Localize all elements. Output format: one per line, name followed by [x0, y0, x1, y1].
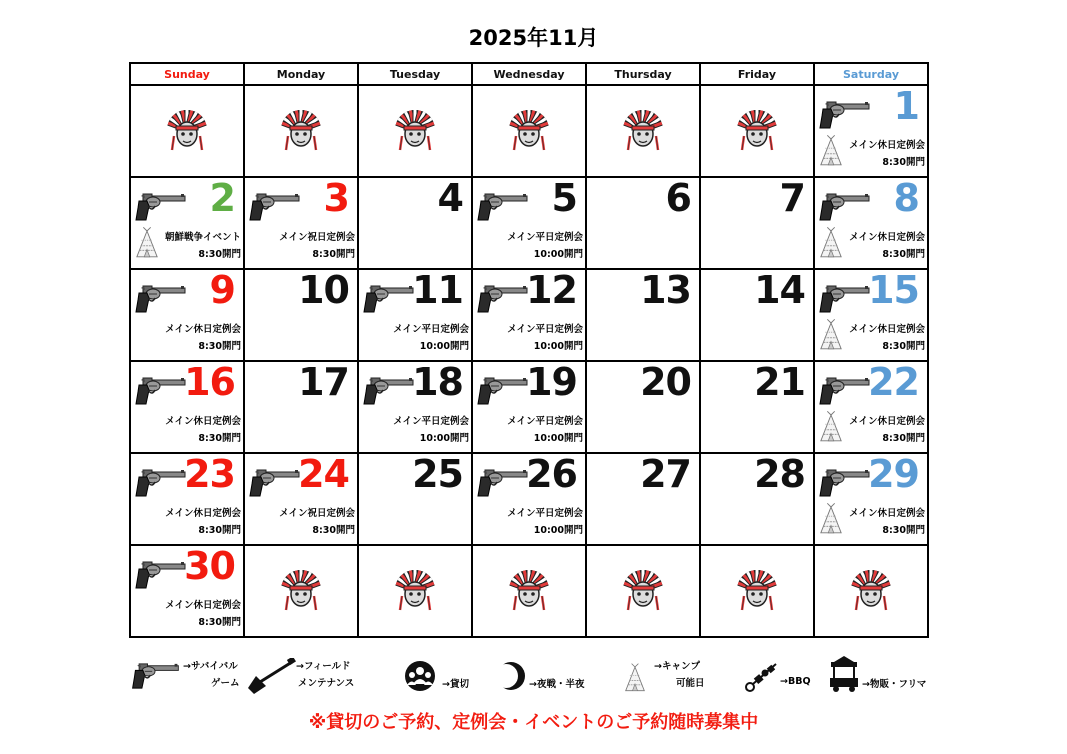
revolver-icon — [133, 468, 187, 498]
revolver-icon — [133, 284, 187, 314]
headdress-icon — [390, 106, 440, 152]
headdress-icon — [504, 566, 554, 612]
day-number: 24 — [298, 452, 349, 496]
gate-open-time: 8:30開門 — [312, 525, 355, 536]
teepee-icon — [819, 134, 843, 168]
day-cell — [472, 177, 586, 269]
legend-field-line2: メンテナンス — [298, 678, 355, 689]
headdress-icon-wrap — [618, 106, 668, 156]
revolver-icon — [817, 376, 871, 406]
gate-open-time: 8:30開門 — [198, 617, 241, 628]
revolver-icon-wrap — [475, 192, 529, 226]
day-number: 7 — [779, 176, 805, 220]
headdress-icon-wrap — [390, 566, 440, 616]
event-name: メイン祝日定例会 — [279, 232, 355, 243]
revolver-icon — [247, 468, 301, 498]
event-name: メイン平日定例会 — [507, 416, 583, 427]
teepee-icon-wrap — [135, 226, 159, 264]
revolver-icon-wrap — [361, 284, 415, 318]
day-cell — [700, 177, 814, 269]
headdress-icon — [846, 566, 896, 612]
gate-open-time: 8:30開門 — [198, 433, 241, 444]
revolver-icon-wrap — [247, 192, 301, 226]
revolver-icon — [475, 468, 529, 498]
teepee-icon — [819, 318, 843, 352]
day-number: 29 — [868, 452, 919, 496]
blank-cell — [358, 85, 472, 177]
teepee-icon-wrap — [819, 502, 843, 540]
teepee-icon — [135, 226, 159, 260]
headdress-icon — [390, 566, 440, 612]
day-cell — [358, 177, 472, 269]
day-number: 26 — [526, 452, 577, 496]
headdress-icon-wrap — [618, 566, 668, 616]
weekday-header-wednesday: Wednesday — [472, 63, 586, 85]
revolver-icon-wrap — [133, 560, 187, 594]
legend-market — [828, 656, 938, 696]
day-number: 4 — [437, 176, 463, 220]
teepee-icon-wrap — [819, 226, 843, 264]
event-name: メイン休日定例会 — [849, 416, 925, 427]
legend-charter — [404, 656, 484, 696]
headdress-icon — [618, 106, 668, 152]
revolver-icon-wrap — [133, 468, 187, 502]
revolver-icon-wrap — [475, 468, 529, 502]
day-number: 17 — [298, 360, 349, 404]
shovel-icon — [246, 658, 296, 694]
revolver-icon — [475, 284, 529, 314]
day-cell — [472, 453, 586, 545]
headdress-icon-wrap — [162, 106, 212, 156]
headdress-icon — [732, 566, 782, 612]
revolver-icon — [817, 284, 871, 314]
day-number: 22 — [868, 360, 919, 404]
legend-camp-line2: 可能日 — [676, 678, 705, 689]
legend-survival-line2: ゲーム — [211, 678, 240, 689]
weekday-header-saturday: Saturday — [814, 63, 928, 85]
day-number: 10 — [298, 268, 349, 312]
revolver-icon-wrap — [475, 284, 529, 318]
blank-cell — [244, 85, 358, 177]
headdress-icon-wrap — [732, 566, 782, 616]
event-name: メイン平日定例会 — [393, 324, 469, 335]
revolver-icon — [817, 468, 871, 498]
gate-open-time: 8:30開門 — [312, 249, 355, 260]
day-number: 5 — [551, 176, 577, 220]
gate-open-time: 8:30開門 — [882, 525, 925, 536]
event-name: 朝鮮戦争イベント — [164, 232, 241, 243]
day-number: 27 — [640, 452, 691, 496]
event-name: メイン休日定例会 — [165, 600, 241, 611]
day-number: 8 — [893, 176, 919, 220]
day-cell — [130, 177, 244, 269]
weekday-header-thursday: Thursday — [586, 63, 700, 85]
day-cell — [130, 545, 244, 637]
day-number: 20 — [640, 360, 691, 404]
revolver-icon — [361, 376, 415, 406]
revolver-icon-wrap — [133, 376, 187, 410]
teepee-icon-wrap — [819, 318, 843, 356]
day-cell — [130, 453, 244, 545]
day-cell — [244, 177, 358, 269]
revolver-icon-wrap — [475, 376, 529, 410]
blank-cell — [472, 545, 586, 637]
day-cell — [130, 361, 244, 453]
day-number: 6 — [665, 176, 691, 220]
revolver-icon-wrap — [817, 100, 871, 134]
revolver-icon — [817, 192, 871, 222]
event-name: メイン休日定例会 — [849, 508, 925, 519]
blank-cell — [358, 545, 472, 637]
teepee-icon-wrap — [819, 134, 843, 172]
day-cell — [700, 269, 814, 361]
gate-open-time: 8:30開門 — [882, 157, 925, 168]
gate-open-time: 10:00開門 — [533, 525, 583, 536]
week-row — [130, 85, 928, 177]
weekday-header-tuesday: Tuesday — [358, 63, 472, 85]
blank-cell — [586, 545, 700, 637]
week-row — [130, 545, 928, 637]
stall-icon — [828, 656, 860, 692]
group-icon — [404, 660, 436, 692]
revolver-icon-wrap — [817, 468, 871, 502]
blank-cell — [130, 85, 244, 177]
day-number: 19 — [526, 360, 577, 404]
gate-open-time: 10:00開門 — [419, 433, 469, 444]
day-cell — [700, 453, 814, 545]
gate-open-time: 8:30開門 — [882, 433, 925, 444]
headdress-icon-wrap — [732, 106, 782, 156]
day-number: 11 — [412, 268, 463, 312]
gate-open-time: 10:00開門 — [533, 341, 583, 352]
day-number: 18 — [412, 360, 463, 404]
revolver-icon — [361, 284, 415, 314]
blank-cell — [244, 545, 358, 637]
legend-night-label: →夜戦・半夜 — [529, 679, 585, 690]
day-number: 1 — [893, 84, 919, 128]
revolver-icon-wrap — [361, 376, 415, 410]
legend-bbq-label: →BBQ — [780, 676, 811, 687]
revolver-icon — [129, 662, 181, 690]
event-name: メイン平日定例会 — [507, 508, 583, 519]
headdress-icon-wrap — [276, 566, 326, 616]
revolver-icon — [475, 376, 529, 406]
page-title: 2025年11月 — [468, 26, 599, 50]
event-name: メイン休日定例会 — [165, 416, 241, 427]
revolver-icon — [247, 192, 301, 222]
day-cell — [358, 269, 472, 361]
skewer-icon — [744, 660, 778, 694]
event-name: メイン休日定例会 — [849, 324, 925, 335]
revolver-icon-wrap — [133, 192, 187, 226]
day-number: 15 — [868, 268, 919, 312]
day-cell — [472, 361, 586, 453]
headdress-icon — [162, 106, 212, 152]
revolver-icon — [817, 100, 871, 130]
day-cell — [244, 269, 358, 361]
weekday-header-sunday: Sunday — [130, 63, 244, 85]
teepee-icon-wrap — [819, 410, 843, 448]
day-number: 2 — [209, 176, 235, 220]
legend-night — [495, 656, 605, 696]
blank-cell — [700, 85, 814, 177]
legend-camp-line1: →キャンプ — [654, 661, 700, 672]
weekday-header-friday: Friday — [700, 63, 814, 85]
event-name: メイン休日定例会 — [849, 140, 925, 151]
day-number: 3 — [323, 176, 349, 220]
day-number: 21 — [754, 360, 805, 404]
headdress-icon-wrap — [276, 106, 326, 156]
day-cell — [244, 453, 358, 545]
headdress-icon — [276, 566, 326, 612]
week-row — [130, 269, 928, 361]
reservation-notice: ※貸切のご予約、定例会・イベントのご予約随時募集中 — [308, 712, 759, 733]
teepee-icon — [819, 410, 843, 444]
day-cell — [814, 269, 928, 361]
teepee-icon — [819, 226, 843, 260]
day-cell — [586, 177, 700, 269]
day-number: 12 — [526, 268, 577, 312]
legend-charter-label: →貸切 — [442, 679, 469, 690]
event-name: メイン休日定例会 — [849, 232, 925, 243]
blank-cell — [700, 545, 814, 637]
day-cell — [358, 453, 472, 545]
day-number: 13 — [640, 268, 691, 312]
headdress-icon — [504, 106, 554, 152]
weekday-header-monday: Monday — [244, 63, 358, 85]
event-name: メイン祝日定例会 — [279, 508, 355, 519]
calendar-grid — [129, 62, 929, 638]
blank-cell — [814, 545, 928, 637]
gate-open-time: 8:30開門 — [198, 525, 241, 536]
gate-open-time: 8:30開門 — [882, 249, 925, 260]
gate-open-time: 8:30開門 — [882, 341, 925, 352]
gate-open-time: 10:00開門 — [419, 341, 469, 352]
legend-survival — [129, 656, 249, 696]
day-number: 23 — [184, 452, 235, 496]
headdress-icon — [276, 106, 326, 152]
day-cell — [130, 269, 244, 361]
revolver-icon — [133, 560, 187, 590]
event-name: メイン休日定例会 — [165, 324, 241, 335]
day-cell — [586, 361, 700, 453]
revolver-icon-wrap — [247, 468, 301, 502]
blank-cell — [586, 85, 700, 177]
day-cell — [814, 85, 928, 177]
event-name: メイン休日定例会 — [165, 508, 241, 519]
week-row — [130, 177, 928, 269]
day-number: 28 — [754, 452, 805, 496]
gate-open-time: 8:30開門 — [198, 341, 241, 352]
revolver-icon-wrap — [817, 284, 871, 318]
day-number: 25 — [412, 452, 463, 496]
legend-field — [246, 656, 376, 696]
week-row — [130, 361, 928, 453]
crescent-moon-icon — [495, 660, 527, 692]
headdress-icon — [732, 106, 782, 152]
legend-survival-line1: →サバイバル — [183, 661, 238, 672]
day-cell — [814, 453, 928, 545]
revolver-icon-wrap — [817, 376, 871, 410]
day-cell — [700, 361, 814, 453]
day-cell — [472, 269, 586, 361]
headdress-icon-wrap — [504, 566, 554, 616]
day-cell — [586, 269, 700, 361]
event-name: メイン平日定例会 — [507, 324, 583, 335]
day-cell — [586, 453, 700, 545]
event-name: メイン平日定例会 — [507, 232, 583, 243]
week-row — [130, 453, 928, 545]
day-cell — [814, 177, 928, 269]
event-name: メイン平日定例会 — [393, 416, 469, 427]
revolver-icon — [133, 376, 187, 406]
legend-field-line1: →フィールド — [296, 661, 351, 672]
blank-cell — [472, 85, 586, 177]
revolver-icon — [133, 192, 187, 222]
legend-market-label: →物販・フリマ — [862, 679, 927, 690]
gate-open-time: 10:00開門 — [533, 249, 583, 260]
legend-bbq — [744, 656, 824, 696]
day-cell — [358, 361, 472, 453]
headdress-icon-wrap — [504, 106, 554, 156]
revolver-icon — [475, 192, 529, 222]
day-number: 30 — [184, 544, 235, 588]
revolver-icon-wrap — [133, 284, 187, 318]
headdress-icon — [618, 566, 668, 612]
day-number: 16 — [184, 360, 235, 404]
teepee-icon — [819, 502, 843, 536]
legend-camp — [624, 656, 724, 696]
teepee-icon — [624, 662, 646, 694]
gate-open-time: 10:00開門 — [533, 433, 583, 444]
day-cell — [814, 361, 928, 453]
headdress-icon-wrap — [390, 106, 440, 156]
revolver-icon-wrap — [817, 192, 871, 226]
day-number: 14 — [754, 268, 805, 312]
headdress-icon-wrap — [846, 566, 896, 616]
day-number: 9 — [209, 268, 235, 312]
day-cell — [244, 361, 358, 453]
gate-open-time: 8:30開門 — [198, 249, 241, 260]
